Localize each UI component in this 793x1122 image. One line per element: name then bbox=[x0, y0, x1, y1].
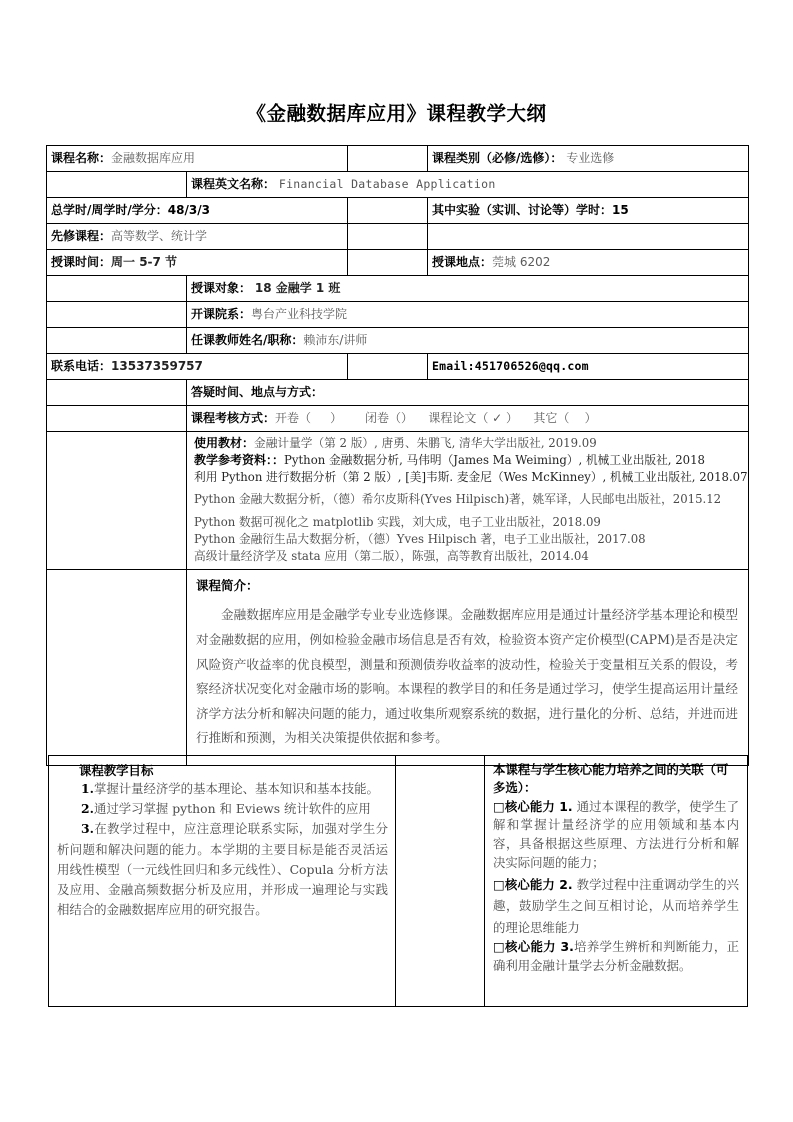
objective-number: 2. bbox=[81, 801, 94, 817]
competencies-title: 本课程与学生核心能力培养之间的关联（可多选）： bbox=[493, 762, 729, 796]
audience-label: 授课对象： bbox=[191, 280, 252, 295]
cell-spacer-11 bbox=[47, 380, 187, 406]
competency-label: 核心能力 2. bbox=[504, 877, 573, 893]
hours-label: 总学时/周学时/学分：48/3/3 bbox=[51, 202, 210, 217]
cell-spacer-5 bbox=[428, 224, 749, 250]
objective-item bbox=[57, 819, 388, 920]
assessment-option-2[interactable]: 闭卷（） bbox=[365, 410, 414, 425]
phone-value: 13537359757 bbox=[111, 358, 203, 373]
page-title: 《金融数据库应用》课程教学大纲 bbox=[246, 102, 547, 125]
core-competencies-column bbox=[485, 756, 747, 1006]
table-row-hours bbox=[47, 198, 749, 224]
time-value: 周一 5-7 节 bbox=[111, 254, 178, 269]
objective-number: 3. bbox=[81, 821, 94, 837]
cell-spacer-7 bbox=[47, 276, 187, 302]
references-label-line bbox=[194, 452, 743, 469]
course-en-label: 课程英文名称： bbox=[191, 176, 276, 191]
table-row-audience bbox=[47, 276, 749, 302]
reference-item: Python 金融大数据分析，（德）希尔皮斯科(Yves Hilpisch)著，姚军译，人民邮电出版社，2015.12 bbox=[194, 492, 722, 507]
cell-time bbox=[47, 250, 348, 276]
assessment-option-1[interactable]: 开卷（ ） bbox=[275, 410, 343, 425]
audience-value: 18 金融学 1 班 bbox=[254, 280, 341, 295]
checkbox-icon[interactable]: □ bbox=[493, 798, 505, 814]
table-row-teacher bbox=[47, 328, 749, 354]
cell-spacer-10 bbox=[348, 354, 428, 380]
introduction-body: 金融数据库应用是金融学专业专业选修课。金融数据库应用是通过计量经济学基本理论和模型对金融数据的应用，例如检验金融市场信息是否有效，检验资本资产定价模型(CAPM)是否是决定风险资产收益率的优良模型，测量和预测债券收益率的波动性，检验关于变量相互关系的假设，考察经济状况变化对金融市场的影响。本课程的教学目的和任务是通过学习，使学生提高运用计量经济学方法分析和解决问题的能力，通过收集所观察系统的数据，进行量化的分析、总结，并进而进行推断和预测，为相关决策提供依据和参考。 bbox=[196, 607, 738, 746]
cell-hours bbox=[47, 198, 348, 224]
lab-hours-label: 其中实验（实训、讨论等）学时：15 bbox=[432, 202, 629, 217]
phone-label: 联系电话： bbox=[51, 358, 112, 373]
assessment-option-3[interactable]: 课程论文（ ✓ ） bbox=[428, 410, 519, 425]
department-value: 粤台产业科技学院 bbox=[251, 306, 348, 321]
cell-spacer-3 bbox=[348, 198, 428, 224]
table-row-assessment bbox=[47, 406, 749, 432]
competency-item[interactable] bbox=[493, 938, 739, 975]
objectives-title: 课程教学目标 bbox=[79, 763, 154, 778]
table-row-materials bbox=[47, 432, 749, 570]
cell-spacer-14 bbox=[47, 569, 187, 765]
cell-introduction bbox=[187, 569, 749, 765]
email-label: Email:451706526@qq.com bbox=[432, 358, 589, 373]
competency-text: 教学过程中注重调动学生的兴趣，鼓励学生之间互相讨论，从而培养学生的理论思维能力 bbox=[493, 877, 739, 935]
cell-course-en bbox=[187, 172, 749, 198]
references-label: 教学参考资料：： bbox=[194, 452, 285, 467]
prereq-value: 高等数学、统计学 bbox=[111, 228, 208, 243]
cell-office-hours bbox=[187, 380, 749, 406]
course-name-value: 金融数据库应用 bbox=[111, 150, 196, 165]
table-row-prereq bbox=[47, 224, 749, 250]
competency-label: 核心能力 3. bbox=[505, 939, 574, 955]
cell-course-name bbox=[47, 146, 348, 172]
assessment-option-4[interactable]: 其它（ ） bbox=[533, 410, 597, 425]
cell-teacher bbox=[187, 328, 749, 354]
cell-prereq bbox=[47, 224, 348, 250]
cell-spacer-9 bbox=[47, 328, 187, 354]
course-info-table bbox=[46, 145, 749, 766]
reference-item: 利用 Python 进行数据分析（第 2 版）, [美]韦斯. 麦金尼（Wes McKinney）, 机械工业出版社, 2018.07 bbox=[194, 469, 748, 484]
prereq-label: 先修课程： bbox=[51, 228, 112, 243]
table-row-introduction bbox=[47, 569, 749, 765]
assessment-mark-3: ✓ bbox=[492, 410, 503, 425]
cell-phone bbox=[47, 354, 348, 380]
textbook-value: 金融计量学（第 2 版）, 唐勇、朱鹏飞, 清华大学出版社, 2019.09 bbox=[254, 436, 597, 450]
checkbox-icon[interactable]: □ bbox=[493, 939, 506, 955]
textbook-line bbox=[194, 435, 743, 452]
objective-text: 掌握计量经济学的基本理论、基本知识和基本技能。 bbox=[93, 781, 379, 796]
table-row-department bbox=[47, 302, 749, 328]
checkbox-icon[interactable]: □ bbox=[493, 877, 505, 893]
objective-number: 1. bbox=[81, 781, 94, 796]
teaching-objectives-column bbox=[49, 756, 396, 1006]
place-label: 授课地点： bbox=[432, 254, 493, 269]
course-name-label: 课程名称： bbox=[51, 150, 112, 165]
competency-label: 核心能力 1. bbox=[504, 798, 573, 814]
cell-audience bbox=[187, 276, 749, 302]
objective-item bbox=[57, 799, 388, 819]
cell-lab-hours bbox=[428, 198, 749, 224]
cell-course-category bbox=[428, 146, 749, 172]
time-label: 授课时间： bbox=[51, 254, 112, 269]
objective-item bbox=[57, 779, 388, 799]
department-label: 开课院系： bbox=[191, 306, 252, 321]
table-row-contact bbox=[47, 354, 749, 380]
teacher-label: 任课教师姓名/职称： bbox=[191, 332, 304, 347]
references-first: Python 金融数据分析, 马伟明（James Ma Weiming）, 机械工业出版社, 2018 bbox=[284, 452, 705, 467]
cell-spacer-6 bbox=[348, 250, 428, 276]
competency-item[interactable] bbox=[493, 874, 739, 938]
assessment-label: 课程考核方式： bbox=[191, 410, 276, 425]
table-row-course-name bbox=[47, 146, 749, 172]
course-en-value: Financial Database Application bbox=[278, 176, 496, 191]
cell-spacer-13 bbox=[47, 432, 187, 570]
cell-materials bbox=[187, 432, 749, 570]
place-value: 莞城 6202 bbox=[492, 254, 551, 269]
table-row-time bbox=[47, 250, 749, 276]
competency-text: 通过本课程的教学，使学生了解和掌握计量经济学的应用领域和基本内容，具备根据这些原理、方法进行分析和解决实际问题的能力； bbox=[493, 798, 739, 870]
introduction-title: 课程简介： bbox=[196, 577, 259, 593]
course-category-label: 课程类别（必修/选修）： bbox=[432, 150, 563, 165]
objective-text: 在教学过程中，应注意理论联系实际，加强对学生分析问题和解决问题的能力。本学期的主要目标是能否灵活运用线性模型（一元线性回归和多元线性）、Copula 分析方法及应用、金融高频数据分析及应用，并形成一遍理论与实践相结合的金融数据库应用的研究报告。 bbox=[57, 821, 388, 918]
reference-item: Python 金融衍生品大数据分析，（德）Yves Hilpisch 著，电子工业出版社，2017.08 bbox=[194, 531, 646, 546]
office-hours-label: 答疑时间、地点与方式： bbox=[191, 384, 324, 399]
reference-item: 高级计量经济学及 stata 应用（第二版），陈强，高等教育出版社，2014.04 bbox=[194, 548, 589, 563]
reference-item: Python 数据可视化之 matplotlib 实践，刘大成，电子工业出版社，2018.09 bbox=[194, 515, 601, 530]
cell-spacer-4 bbox=[348, 224, 428, 250]
competency-item[interactable] bbox=[493, 798, 739, 872]
cell-assessment bbox=[187, 406, 749, 432]
cell-spacer-1 bbox=[348, 146, 428, 172]
cell-email bbox=[428, 354, 749, 380]
course-category-value: 专业选修 bbox=[566, 150, 615, 165]
cell-spacer-12 bbox=[47, 406, 187, 432]
textbook-label: 使用教材： bbox=[194, 436, 255, 450]
cell-place bbox=[428, 250, 749, 276]
competency-text: 培养学生辨析和判断能力，正确利用金融计量学去分析金融数据。 bbox=[493, 939, 739, 973]
table-row-course-en bbox=[47, 172, 749, 198]
objective-text: 通过学习掌握 python 和 Eviews 统计软件的应用 bbox=[93, 801, 371, 817]
table-row-office-hours bbox=[47, 380, 749, 406]
objectives-competencies-block bbox=[48, 755, 748, 1007]
cell-spacer-8 bbox=[47, 302, 187, 328]
cell-department bbox=[187, 302, 749, 328]
teacher-value: 赖沛东/讲师 bbox=[303, 332, 368, 347]
column-spacer bbox=[396, 756, 485, 1006]
cell-spacer-2 bbox=[47, 172, 187, 198]
